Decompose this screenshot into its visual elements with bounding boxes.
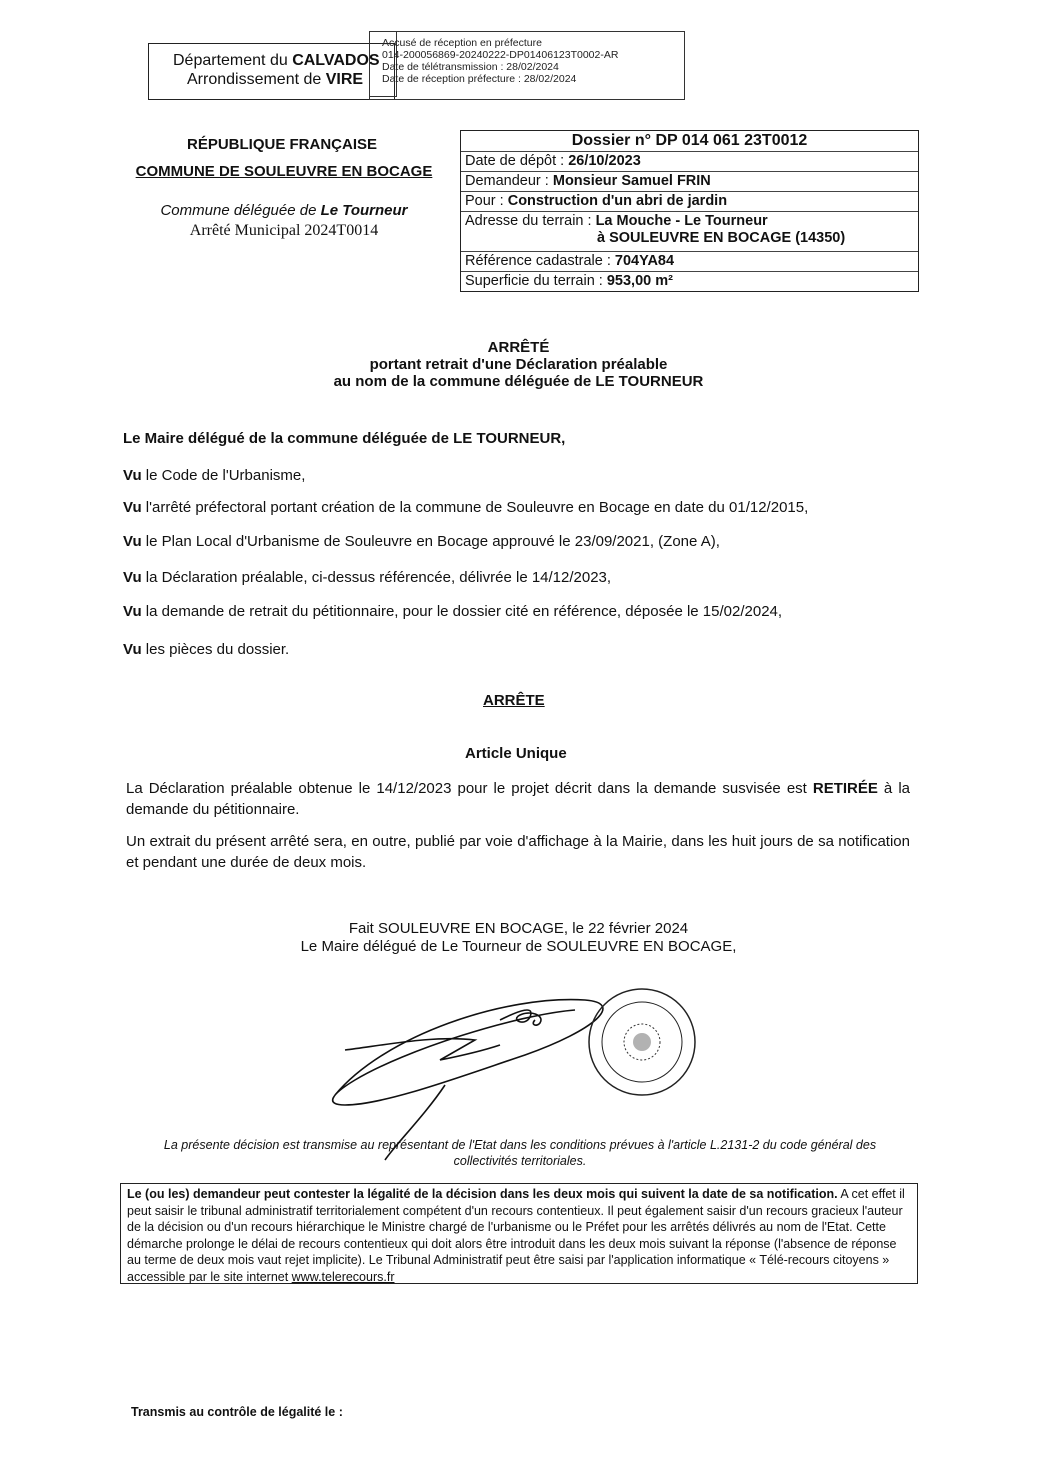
- vu-declaration: Vu la Déclaration préalable, ci-dessus référencée, délivrée le 14/12/2023,: [123, 569, 612, 586]
- title-subject: portant retrait d'une Déclaration préalable: [369, 356, 668, 373]
- vu-arrete-prefectoral: Vu l'arrêté préfectoral portant création de la commune de Souleuvre en Bocage en date du 01/12/2015,: [123, 499, 809, 516]
- title-commune: au nom de la commune déléguée de LE TOURNEUR: [333, 373, 704, 390]
- vu-code-urbanisme: Vu le Code de l'Urbanisme,: [123, 467, 306, 484]
- department-line: Département du CALVADOS: [173, 52, 380, 69]
- vu-plu: Vu le Plan Local d'Urbanisme de Souleuvre en Bocage approuvé le 23/09/2021, (Zone A),: [123, 533, 720, 550]
- stamp-line-4: Date de réception préfecture : 28/02/2024: [382, 73, 577, 85]
- article-unique-heading: Article Unique: [465, 745, 567, 762]
- dossier-row-adresse: Adresse du terrain : La Mouche - Le Tourneur à SOULEUVRE EN BOCAGE (14350): [461, 211, 918, 251]
- stamp-line-1: Accusé de réception en préfecture: [382, 37, 542, 49]
- republique-francaise: RÉPUBLIQUE FRANÇAISE: [186, 136, 377, 153]
- vu-demande-retrait: Vu la demande de retrait du pétitionnaire, pour le dossier cité en référence, déposée le 15/02/2024,: [123, 603, 783, 620]
- dossier-row-reference: Référence cadastrale : 704YA84: [461, 251, 918, 271]
- fait-date-line: Fait SOULEUVRE EN BOCAGE, le 22 février 2024: [348, 920, 689, 937]
- maire-signature-line: Le Maire délégué de Le Tourneur de SOULEUVRE EN BOCAGE,: [300, 938, 737, 955]
- article-paragraph-1: La Déclaration préalable obtenue le 14/12/2023 pour le projet décrit dans la demande susvisée est RETIRÉE à la demande du pétitionnaire.: [126, 780, 910, 818]
- dossier-row-pour: Pour : Construction d'un abri de jardin: [461, 191, 918, 211]
- municipal-seal: [585, 985, 700, 1105]
- commune-name: COMMUNE DE SOULEUVRE EN BOCAGE: [135, 163, 433, 180]
- arrete-heading: ARRÊTE: [483, 692, 545, 709]
- maire-delegue-line: Le Maire délégué de la commune déléguée de LE TOURNEUR,: [123, 430, 566, 447]
- dossier-row-demandeur: Demandeur : Monsieur Samuel FRIN: [461, 171, 918, 191]
- arrondissement-line: Arrondissement de VIRE: [187, 71, 364, 88]
- arrete-municipal-number: Arrêté Municipal 2024T0014: [189, 222, 379, 239]
- title-arrete: ARRÊTÉ: [487, 339, 550, 356]
- dossier-table: [460, 130, 919, 292]
- dossier-number: Dossier n° DP 014 061 23T0012: [571, 132, 808, 149]
- telerecours-link[interactable]: www.telerecours.fr: [291, 1269, 395, 1284]
- transmis-controle-legalite: Transmis au contrôle de légalité le :: [131, 1405, 343, 1419]
- reception-stamp: [369, 31, 685, 100]
- dossier-row-date: Date de dépôt : 26/10/2023: [461, 151, 918, 171]
- stamp-line-2: 014-200056869-20240222-DP01406123T0002-AR: [382, 49, 619, 61]
- stamp-line-3: Date de télétransmission : 28/02/2024: [382, 61, 559, 73]
- article-paragraph-2: Un extrait du présent arrêté sera, en outre, publié par voie d'affichage à la Mairie, dans les huit jours de sa notification et pendant une durée de deux mois.: [126, 833, 910, 871]
- department-box: [148, 43, 395, 100]
- dossier-row-superficie: Superficie du terrain : 953,00 m²: [461, 271, 918, 291]
- vu-pieces: Vu les pièces du dossier.: [123, 641, 290, 658]
- transmission-notice: La présente décision est transmise au représentant de l'Etat dans les conditions prévues à l'article L.2131-2 du code général des collectivités territoriales.: [163, 1138, 877, 1168]
- recours-notice-box: Le (ou les) demandeur peut contester la légalité de la décision dans les deux mois qui suivent la date de sa notification. A cet effet il peut saisir le tribunal administratif territorialement compétent d'un recours contentieux. Il peut également saisir d'un recours gracieux l'auteur de la décision ou d'un recours hiérarchique le Ministre chargé de l'urbanisme ou le Préfet pour les arrêtés délivrés au nom de l'Etat. Cette démarche prolonge le délai de recours contentieux qui doit alors être introduit dans les deux mois suivant la réponse (l'absence de réponse au terme de deux mois vaut rejet implicite). Le Tribunal Administratif peut être saisi par l'application informatique « Télé-recours citoyens » accessible par le site internet www.telerecours.fr: [120, 1183, 918, 1284]
- commune-deleguee: Commune déléguée de Le Tourneur: [160, 202, 408, 219]
